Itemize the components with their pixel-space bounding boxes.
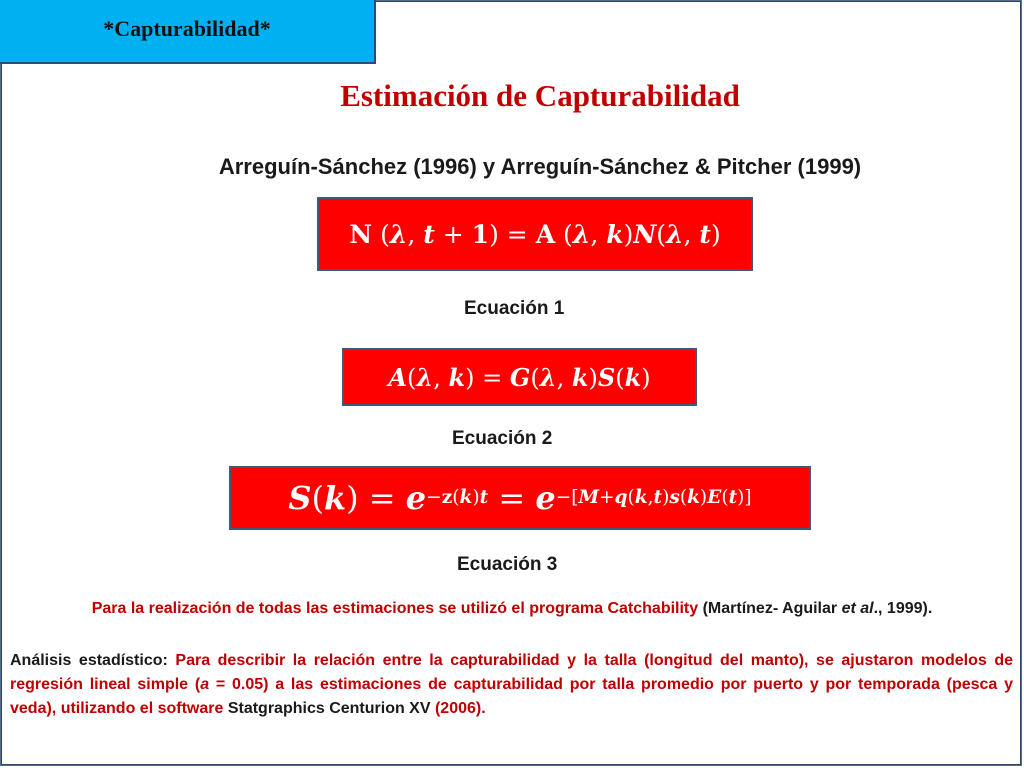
software-name: Statgraphics Centurion XV — [227, 700, 431, 717]
catchability-note-text: Para la realización de todas las estimaciones se utilizó el programa Catchability — [91, 600, 699, 617]
section-tab — [0, 0, 376, 64]
equation-3-formula: $S(k) = e^{-z(k)t} = e^{-[M+q(k,t)s(k)E(t)]}$ — [288, 479, 752, 517]
citation-prefix: (Martínez- Aguilar — [698, 600, 842, 617]
citation-suffix: ., 1999). — [873, 600, 933, 617]
statistical-analysis-text-a: Para describir la relación entre la capturabilidad y la talla (longitud del manto), se ajustaron modelos de regresión lineal simple ( — [10, 652, 1014, 693]
equation-1-box — [317, 197, 753, 271]
equation-2-formula: A(λ, k) = G(λ, k)S(k) — [388, 362, 651, 392]
alpha-symbol: a — [200, 676, 210, 693]
section-tab-label: *Capturabilidad* — [103, 16, 271, 41]
catchability-note — [14, 597, 1010, 621]
equation-3-label: Ecuación 3 — [457, 554, 558, 575]
equation-3-box — [229, 466, 811, 530]
statistical-analysis-lead: Análisis estadístico: — [10, 652, 168, 669]
authors-reference: Arreguín-Sánchez (1996) y Arreguín-Sánchez & Pitcher (1999) — [218, 154, 862, 179]
equation-1-label: Ecuación 1 — [464, 298, 565, 319]
equation-2-label: Ecuación 2 — [452, 428, 553, 449]
citation-et-al: et al — [841, 600, 874, 617]
alpha-value: = 0.05 — [209, 676, 264, 693]
equation-2-box — [342, 348, 697, 406]
statistical-analysis-text-b: ) a las estimaciones de capturabilidad por talla promedio por puerto y por temporada (pesca y veda), utilizando el software — [10, 676, 1014, 717]
equation-1-formula: N (λ, t + 1) = A (λ, k)N(λ, t) — [349, 219, 721, 249]
slide-title: Estimación de Capturabilidad — [340, 78, 740, 113]
software-year: (2006). — [430, 700, 486, 717]
statistical-analysis-paragraph — [10, 649, 1013, 721]
